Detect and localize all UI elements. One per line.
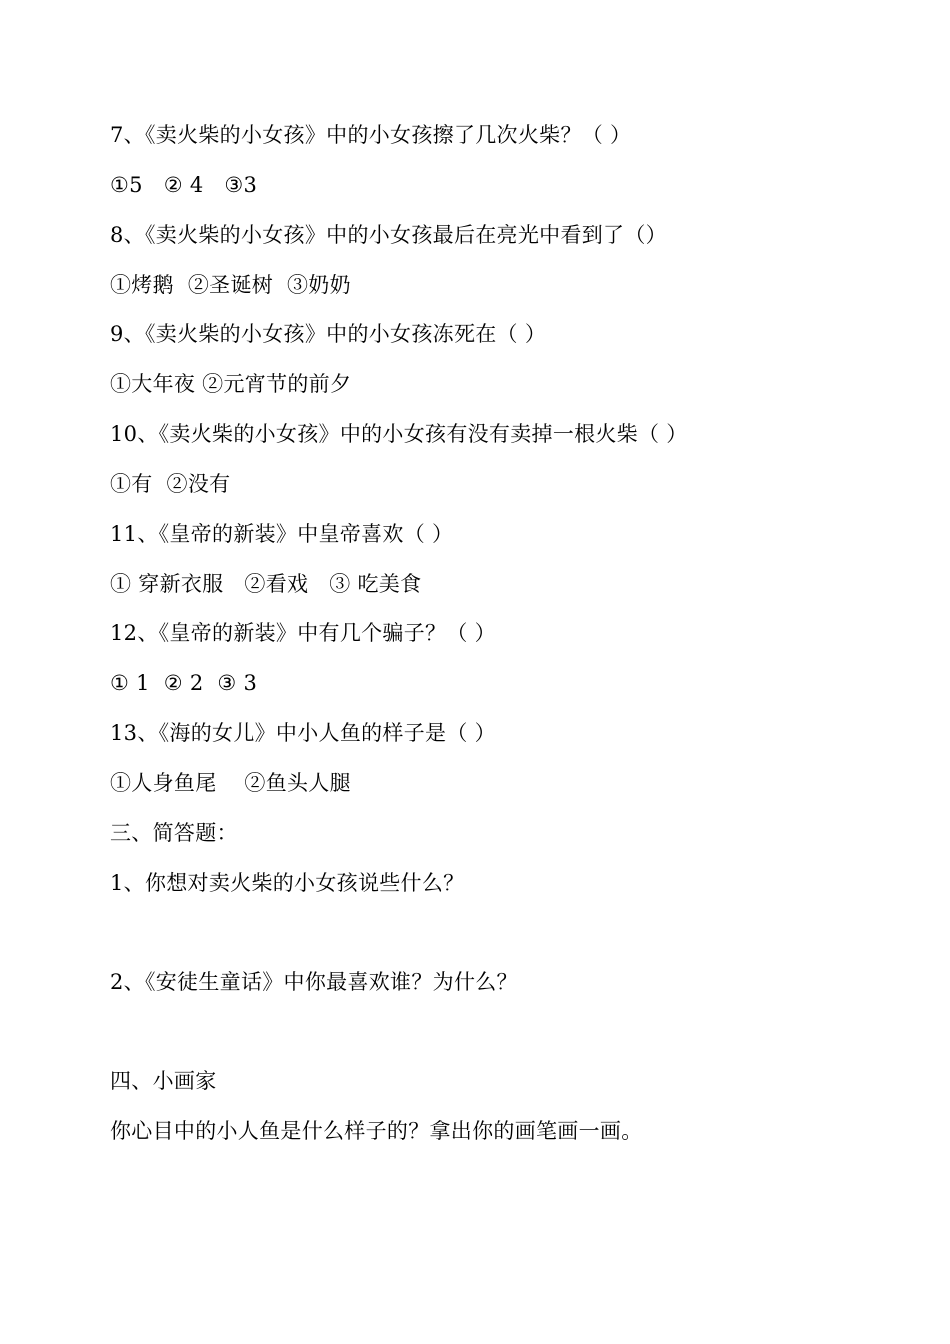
section-3-heading: 三、简答题： [110, 821, 238, 845]
question-7: 7、《卖火柴的小女孩》中的小女孩擦了几次火柴？（ ） [110, 123, 632, 147]
question-8: 8、《卖火柴的小女孩》中的小女孩最后在亮光中看到了（） [110, 223, 667, 247]
question-8-options: ①烤鹅 ②圣诞树 ③奶奶 [110, 273, 351, 297]
question-12: 12、《皇帝的新装》中有几个骗子？（ ） [110, 621, 496, 645]
question-7-options: ①5 ② 4 ③3 [110, 173, 258, 197]
question-13: 13、《海的女儿》中小人鱼的样子是（ ） [110, 721, 496, 745]
question-11-options: ① 穿新衣服 ②看戏 ③ 吃美食 [110, 572, 422, 596]
question-10-options: ①有 ②没有 [110, 472, 231, 496]
question-13-options: ①人身鱼尾 ②鱼头人腿 [110, 771, 351, 795]
section-4-heading: 四、小画家 [110, 1069, 217, 1093]
question-12-options: ① 1 ② 2 ③ 3 [110, 671, 258, 695]
question-9-options: ①大年夜 ②元宵节的前夕 [110, 372, 352, 396]
short-answer-1: 1、你想对卖火柴的小女孩说些什么？ [110, 871, 465, 895]
question-11: 11、《皇帝的新装》中皇帝喜欢（ ） [110, 522, 454, 546]
question-10: 10、《卖火柴的小女孩》中的小女孩有没有卖掉一根火柴（ ） [110, 422, 688, 446]
question-9: 9、《卖火柴的小女孩》中的小女孩冻死在（ ） [110, 322, 547, 346]
short-answer-2: 2、《安徒生童话》中你最喜欢谁？为什么？ [110, 970, 518, 994]
drawing-prompt: 你心目中的小人鱼是什么样子的？拿出你的画笔画一画。 [110, 1119, 643, 1143]
